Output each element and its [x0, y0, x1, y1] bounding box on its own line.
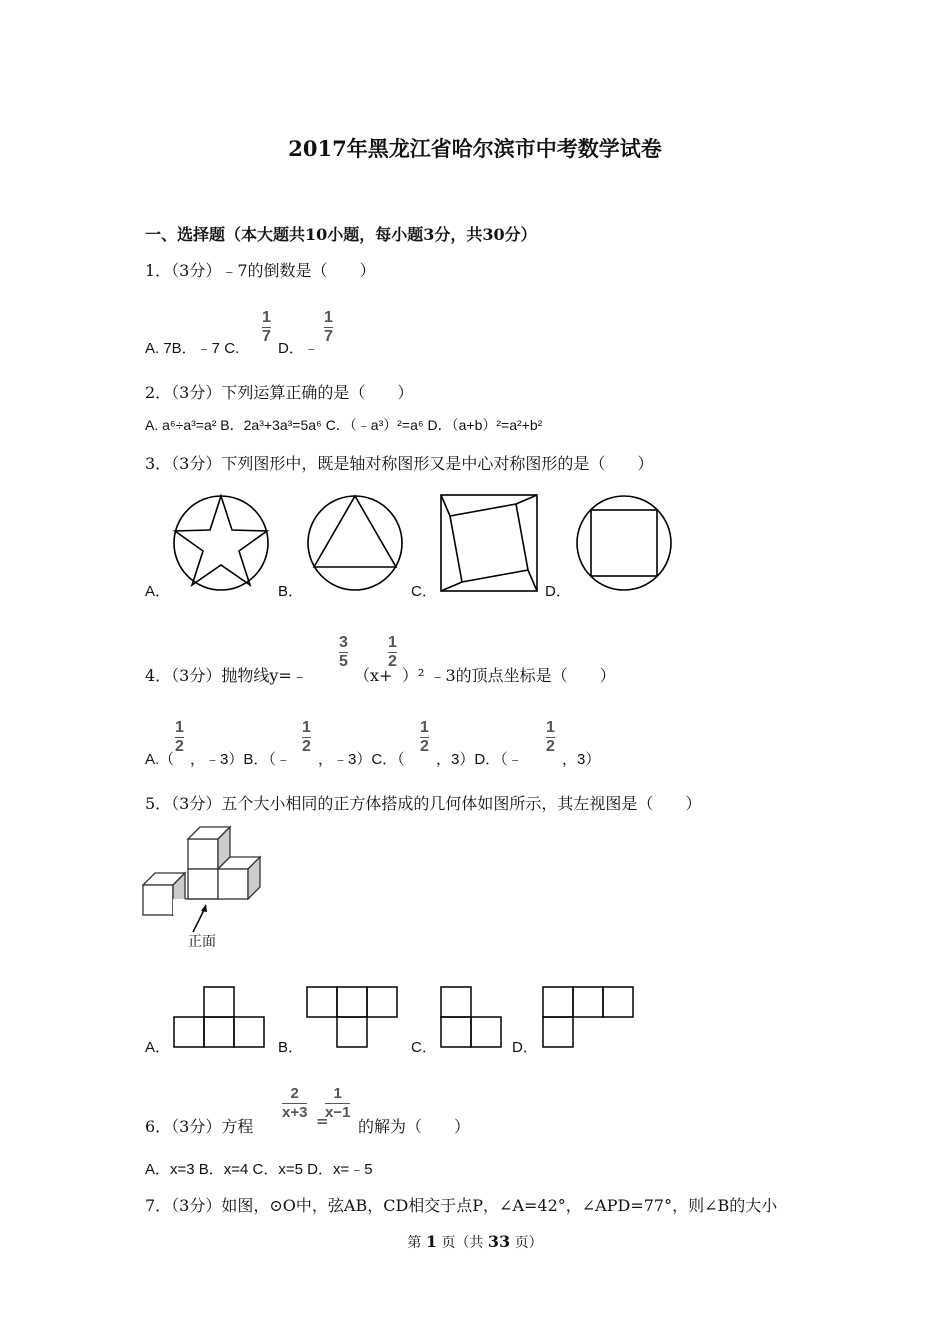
question-6-stem-end: 的解为（ ）: [358, 1117, 471, 1136]
question-6-left-fraction: $\frac{2}{x+3}$: [282, 1085, 308, 1121]
question-6-right-fraction: $\frac{1}{x-1}$: [325, 1085, 351, 1121]
question-4-fraction-half: $\frac{1}{2}$: [388, 634, 397, 670]
question-4-stem-end: ）² ﹣3的顶点坐标是（ ）: [402, 666, 616, 685]
question-3-figure-b-triangle-in-circle: [306, 494, 404, 592]
question-4-option-a-fraction: $\frac{1}{2}$: [175, 719, 184, 755]
question-3-figure-a-star-in-circle: [172, 494, 270, 592]
question-5-option-b-view: [306, 986, 398, 1048]
question-5-front-label: 正面: [188, 933, 216, 949]
page-title: 2017年黑龙江省哈尔滨市中考数学试卷: [288, 136, 662, 161]
question-4-option-a-end: ，﹣3）B．（﹣: [190, 751, 291, 768]
page-total: 33: [487, 1232, 511, 1251]
question-1-fraction-c: $\frac{1}{7}$: [262, 309, 271, 345]
question-7-stem: 7．（3分）如图，⊙O中，弦AB，CD相交于点P，∠A=42°，∠APD=77°，则∠B的大小: [145, 1196, 778, 1215]
question-4-option-d-end: ，3）: [562, 751, 601, 768]
question-1-stem: 1．（3分）﹣7的倒数是（ ）: [145, 261, 376, 280]
question-5-option-d-view: [542, 986, 634, 1048]
question-6-options: A．x=3 B．x=4 C．x=5 D．x=﹣5: [145, 1161, 373, 1178]
question-4-stem-middle: （x+: [354, 666, 393, 685]
question-5-option-a-view: [173, 986, 265, 1048]
question-5-label-b: B．: [278, 1039, 304, 1056]
question-3-label-a: A．: [145, 583, 171, 600]
question-6-stem-start: 6．（3分）方程: [145, 1117, 254, 1136]
question-4-option-a-start: A.（: [145, 751, 175, 768]
question-5-stem: 5．（3分）五个大小相同的正方体搭成的几何体如图所示，其左视图是（ ）: [145, 794, 702, 813]
question-5-label-c: C．: [411, 1039, 437, 1056]
question-4-option-b-end: ，﹣3）C．（: [318, 751, 405, 768]
question-5-option-c-view: [440, 986, 502, 1048]
question-4-option-b-fraction: $\frac{1}{2}$: [302, 719, 311, 755]
question-3-figure-c-square-pattern: [440, 494, 538, 592]
question-2-stem: 2．（3分）下列运算正确的是（ ）: [145, 383, 414, 402]
question-5-label-d: D．: [512, 1039, 538, 1056]
page-number: 1: [425, 1232, 437, 1251]
question-1-options-ab: A. 7B．﹣7 C.: [145, 340, 240, 357]
question-4-option-c-fraction: $\frac{1}{2}$: [420, 719, 429, 755]
question-4-fraction-three-fifths: $\frac{3}{5}$: [339, 634, 348, 670]
question-1-option-d: D．﹣: [278, 340, 319, 357]
question-4-option-c-end: ，3）D．（﹣: [436, 751, 523, 768]
question-5-cube-solid-figure: [143, 824, 268, 924]
question-3-label-b: B．: [278, 583, 304, 600]
question-4-option-d-fraction: $\frac{1}{2}$: [546, 719, 555, 755]
section-heading: 一、选择题（本大题共10小题，每小题3分，共30分）: [145, 225, 537, 244]
question-3-label-c: C．: [411, 583, 437, 600]
question-5-label-a: A．: [145, 1039, 171, 1056]
question-4-stem-start: 4．（3分）抛物线y=﹣: [145, 666, 308, 685]
question-3-label-d: D．: [545, 583, 571, 600]
page-footer: 第 1 页（共 33 页）: [407, 1232, 543, 1251]
question-3-figure-d-square-in-circle: [575, 494, 673, 592]
question-6-equals-sign: =: [316, 1112, 329, 1130]
question-3-stem: 3．（3分）下列图形中，既是轴对称图形又是中心对称图形的是（ ）: [145, 454, 654, 473]
question-2-options: A. a⁶÷a³=a² B．2a³+3a³=5a⁶ C．（﹣a³）²=a⁶ D．（a+b）²=a²+b²: [145, 417, 543, 433]
question-1-fraction-d: $\frac{1}{7}$: [324, 309, 333, 345]
